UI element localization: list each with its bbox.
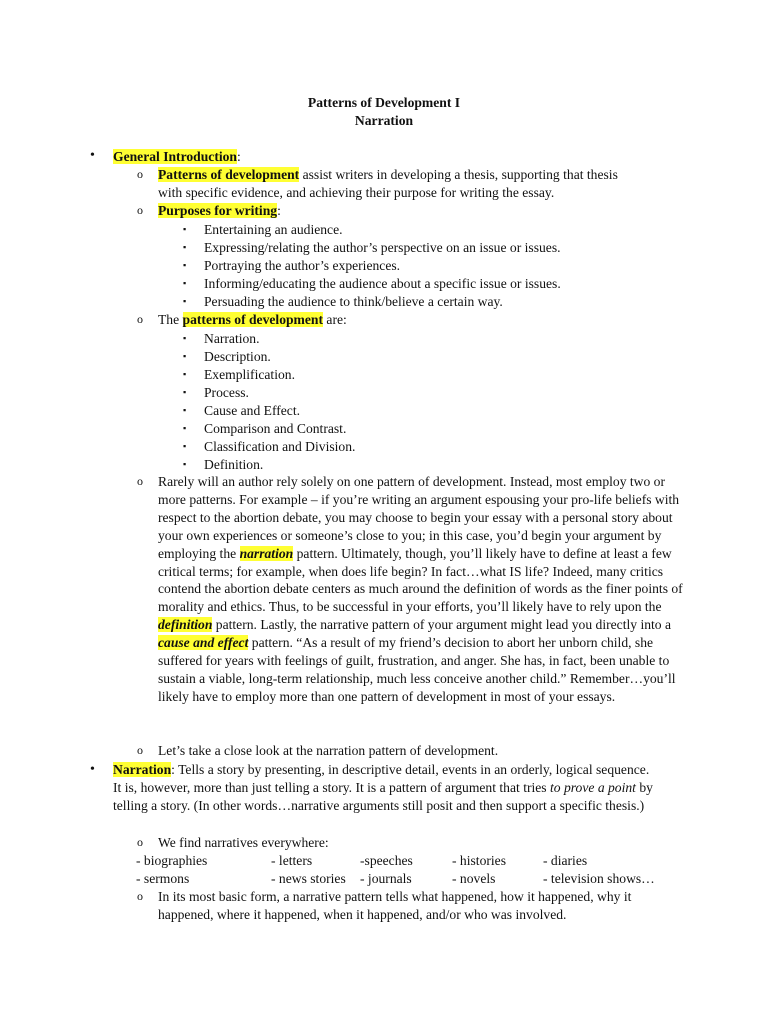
narration-paragraph: Narration: Tells a story by presenting, in descriptive detail, events in an orderly, logical sequence. It is, however, more than just telling a story. It is a pattern of argument that tries to prove a point by telling a story. (In other words…narrative arguments still posit and then support a specific thesis.) (113, 762, 653, 813)
highlighted-term: Patterns of development (158, 167, 300, 182)
highlighted-term: patterns of development (182, 312, 323, 327)
highlighted-term: Purposes for writing (158, 203, 278, 218)
square-bullet-icon: ▪ (183, 278, 187, 288)
square-bullet-icon: ▪ (183, 296, 187, 306)
square-bullet-icon: ▪ (183, 369, 187, 379)
list-item: Description. (204, 349, 271, 364)
square-bullet-icon: ▪ (183, 242, 187, 252)
square-bullet-icon: ▪ (183, 387, 187, 397)
section-heading-general-introduction: General Introduction: (113, 149, 241, 164)
list-item: Comparison and Contrast. (204, 421, 347, 436)
example-item: - journals (360, 871, 412, 886)
paragraph-line: with specific evidence, and achieving their purpose for writing the essay. (158, 185, 555, 200)
list-item: Portraying the author’s experiences. (204, 258, 401, 273)
example-item: - histories (452, 853, 506, 868)
square-bullet-icon: ▪ (183, 441, 187, 451)
bullet-icon: o (137, 312, 143, 326)
list-item: Entertaining an audience. (204, 222, 343, 237)
square-bullet-icon: ▪ (183, 224, 187, 234)
square-bullet-icon: ▪ (183, 351, 187, 361)
list-item: Process. (204, 385, 249, 400)
square-bullet-icon: ▪ (183, 260, 187, 270)
bullet-icon: o (137, 889, 143, 903)
square-bullet-icon: ▪ (183, 405, 187, 415)
paragraph-line: We find narratives everywhere: (158, 835, 329, 850)
basic-form-paragraph: In its most basic form, a narrative pattern tells what happened, how it happened, why it happened, where it happened, when it happened, and/or who was involved. (158, 889, 632, 922)
bullet-icon: o (137, 835, 143, 849)
paragraph-line: Let’s take a close look at the narration pattern of development. (158, 743, 499, 758)
square-bullet-icon: ▪ (183, 333, 187, 343)
example-item: - novels (452, 871, 496, 886)
example-item: - news stories (271, 871, 346, 886)
highlighted-term: definition (158, 617, 213, 633)
subheading-purposes: Purposes for writing: (158, 203, 281, 218)
highlighted-term: cause and effect (158, 635, 249, 651)
bullet-icon: • (90, 762, 95, 777)
highlighted-term: Narration (113, 762, 172, 777)
square-bullet-icon: ▪ (183, 459, 187, 469)
example-item: - diaries (543, 853, 588, 868)
bullet-icon: o (137, 203, 143, 217)
paragraph-line: Patterns of development assist writers in developing a thesis, supporting that thesis (158, 167, 618, 182)
bullet-icon: o (137, 474, 143, 488)
list-item: Definition. (204, 457, 264, 472)
bullet-icon: o (137, 743, 143, 757)
paragraph-line: The patterns of development are: (158, 312, 347, 327)
example-item: -speeches (360, 853, 413, 868)
bullet-icon: o (137, 167, 143, 181)
example-item: - sermons (136, 871, 190, 886)
list-item: Cause and Effect. (204, 403, 300, 418)
square-bullet-icon: ▪ (183, 423, 187, 433)
list-item: Informing/educating the audience about a specific issue or issues. (204, 276, 561, 291)
list-item: Persuading the audience to think/believe a certain way. (204, 294, 503, 309)
highlighted-term: narration (239, 545, 294, 561)
rarely-paragraph: Rarely will an author rely solely on one pattern of development. Instead, most employ two or more patterns. For example – if you’re writing an argument espousing your pro-life beliefs with respect to the abortion debate, you may choose to begin your essay with a personal story about your own experiences or someone’s close to you; in this case, you’d begin your argument by employing the narration pattern. Ultimately, though, you’ll likely have to define at least a few critical terms; for example, when does life begin? In fact…what IS life? Indeed, many critics contend the abortion debate centers as much around the definition of words as the finer points of morality and ethics. Thus, to be successful in your efforts, you’ll likely have to rely upon the definition pattern. Lastly, the narrative pattern of your argument might lead you directly into a cause and effect pattern. “As a result of my friend’s decision to abort her unborn child, she suffered for years with feelings of guilt, frustration, and anger. She has, in fact, been unable to sustain a viable, long-term relationship, much less conceive another child.” Remember…you’ll likely have to employ more than one pattern of development in most of your essays. (158, 474, 683, 704)
bullet-icon: • (90, 148, 95, 163)
list-item: Expressing/relating the author’s perspective on an issue or issues. (204, 240, 561, 255)
example-item: - letters (271, 853, 313, 868)
highlighted-term: General Introduction (113, 149, 237, 164)
document-subtitle: Narration (354, 113, 414, 128)
document-title: Patterns of Development I (307, 95, 461, 110)
list-item: Classification and Division. (204, 439, 356, 454)
example-item: - biographies (136, 853, 208, 868)
list-item: Narration. (204, 331, 260, 346)
example-item: - television shows… (543, 871, 655, 886)
list-item: Exemplification. (204, 367, 295, 382)
